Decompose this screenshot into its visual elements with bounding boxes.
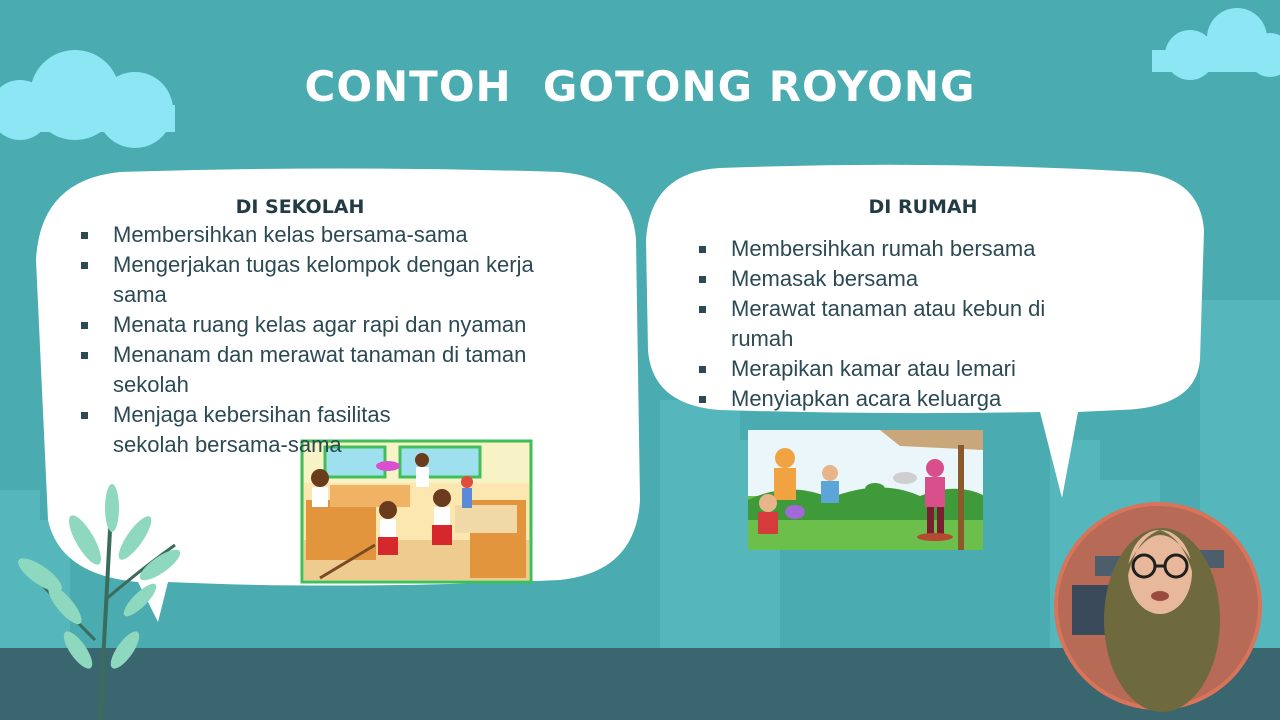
home-cooperation-illustration [748,430,983,550]
list-item: Memasak bersama [698,264,1148,294]
slide-title: CONTOH GOTONG ROYONG [304,62,976,111]
home-section [698,196,1148,414]
list-item: Menanam dan merawat tanaman di taman sekolah [80,340,590,400]
school-section [80,196,590,460]
school-cleaning-illustration [302,441,531,582]
school-list [80,220,590,460]
list-item: Menjaga kebersihan fasilitas sekolah bersama-sama [80,400,590,460]
list-item: Membersihkan rumah bersama [698,234,1148,264]
school-heading: DI SEKOLAH [235,196,365,218]
home-list [698,234,1148,414]
list-item: Menata ruang kelas agar rapi dan nyaman [80,310,590,340]
list-item: Membersihkan kelas bersama-sama [80,220,590,250]
list-item: Menyiapkan acara keluarga [698,384,1148,414]
list-item: Merapikan kamar atau lemari [698,354,1148,384]
list-item: Merawat tanaman atau kebun di rumah [698,294,1148,354]
home-heading: DI RUMAH [868,196,978,218]
list-item: Mengerjakan tugas kelompok dengan kerja sama [80,250,590,310]
